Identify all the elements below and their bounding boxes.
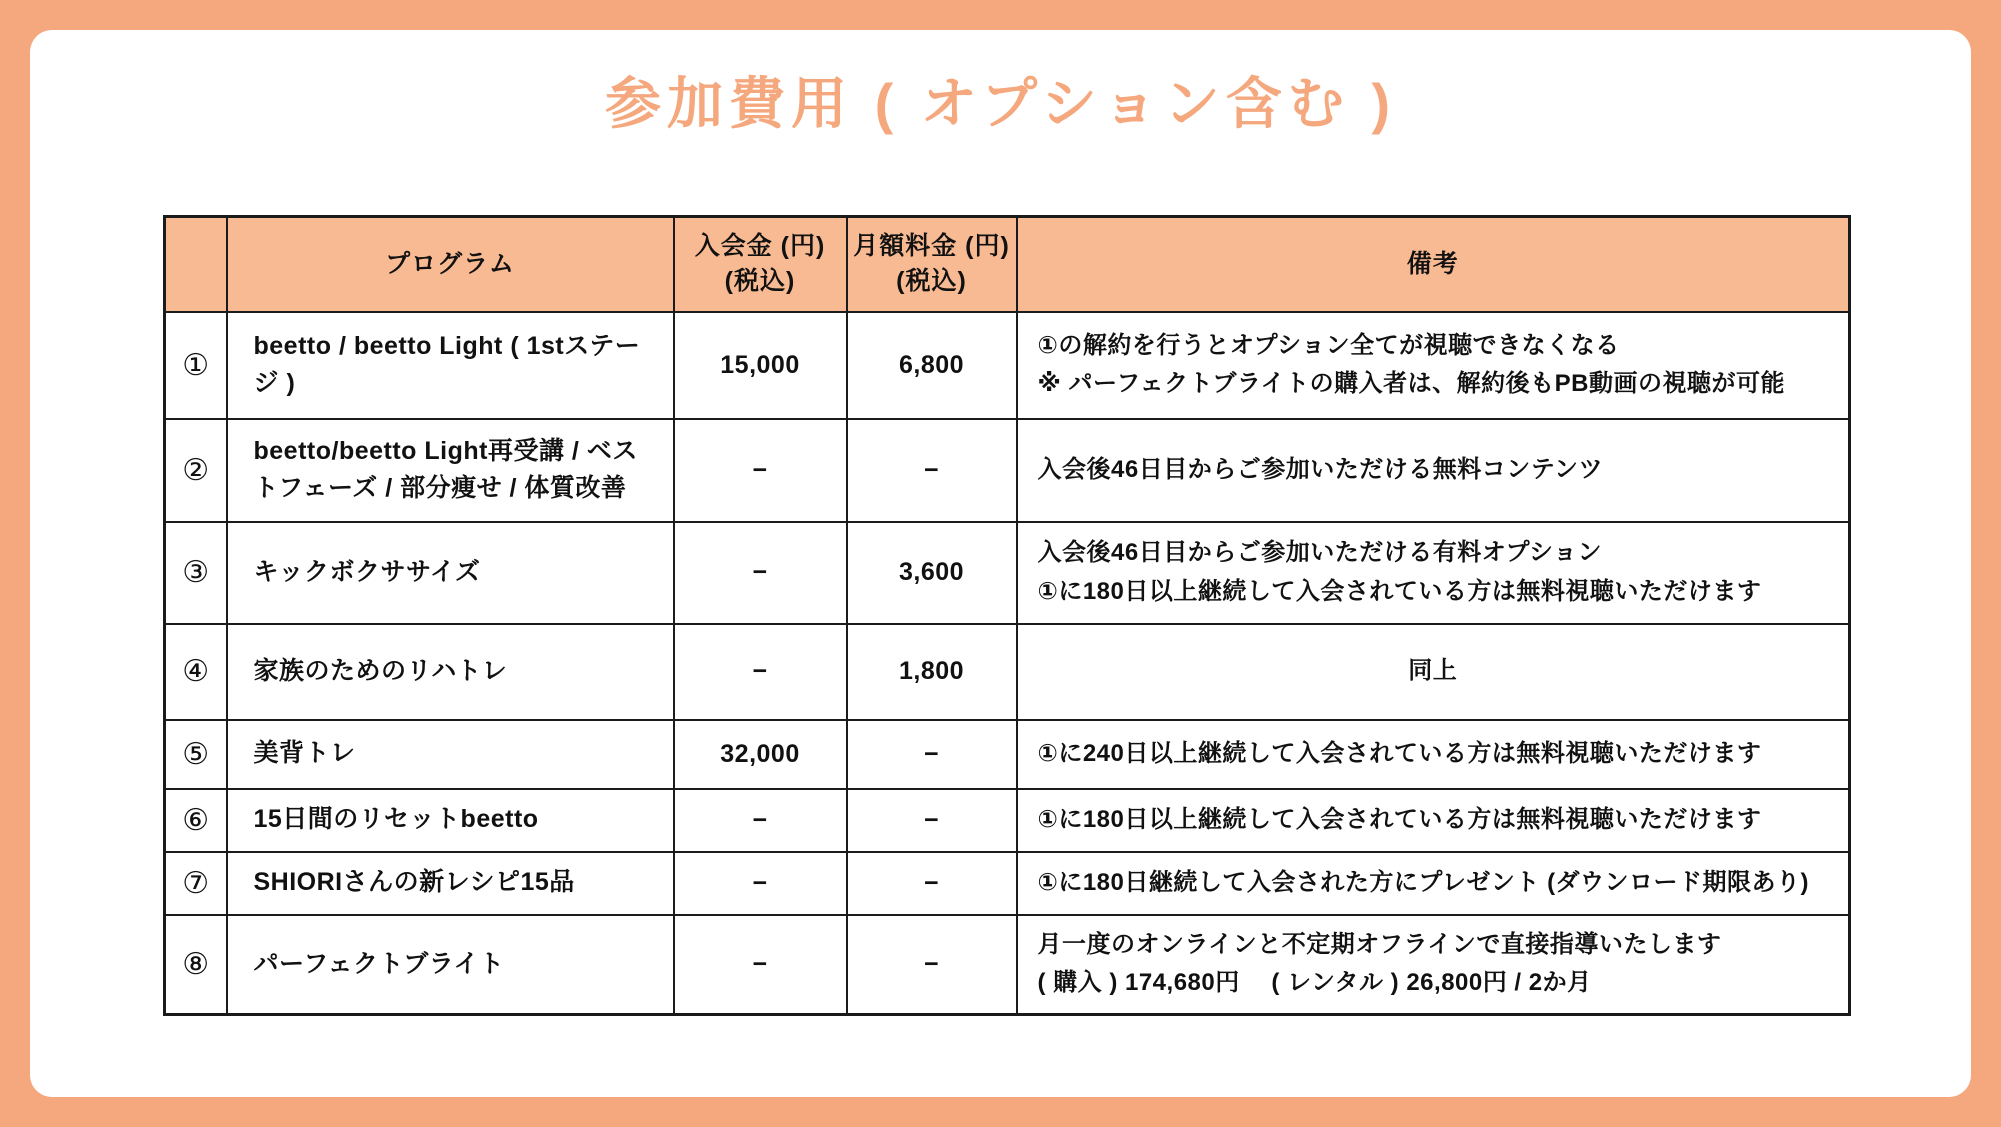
remarks-text bbox=[1017, 624, 1850, 720]
column-header-enrollment-fee bbox=[674, 217, 847, 312]
table-row bbox=[165, 419, 1850, 522]
program-name: SHIORIさんの新レシピ15品 bbox=[227, 852, 674, 915]
table-header-row bbox=[165, 217, 1850, 312]
enrollment-fee-value: − bbox=[674, 419, 847, 522]
monthly-fee-value: 1,800 bbox=[847, 624, 1017, 720]
table-row bbox=[165, 915, 1850, 1015]
row-number-badge: ⑧ bbox=[165, 915, 227, 1015]
row-number-badge: ⑦ bbox=[165, 852, 227, 915]
row-number-badge: ⑤ bbox=[165, 720, 227, 789]
price-table bbox=[163, 215, 1851, 1016]
table-row bbox=[165, 789, 1850, 852]
row-number-badge: ③ bbox=[165, 522, 227, 624]
remarks-text bbox=[1017, 915, 1850, 1015]
enrollment-fee-value: 32,000 bbox=[674, 720, 847, 789]
enrollment-fee-header-line2: (税込) bbox=[724, 267, 796, 296]
program-name: beetto/beetto Light再受講 / ベストフェーズ / 部分痩せ / 体質改善 bbox=[227, 419, 674, 522]
program-name: 美背トレ bbox=[227, 720, 674, 789]
enrollment-fee-header-line1: 入会金 (円) bbox=[694, 232, 826, 261]
program-name: 家族のためのリハトレ bbox=[227, 624, 674, 720]
table-row bbox=[165, 312, 1850, 419]
remarks-line: ※ パーフェクトブライトの購入者は、解約後もPB動画の視聴が可能 bbox=[1037, 370, 1785, 397]
monthly-fee-value: − bbox=[847, 789, 1017, 852]
remarks-line: ①に240日以上継続して入会されている方は無料視聴いただけます bbox=[1037, 739, 1762, 767]
remarks-line: 同上 bbox=[1408, 657, 1458, 685]
remarks-line: ①に180日継続して入会された方にプレゼント (ダウンロード期限あり) bbox=[1037, 868, 1810, 896]
enrollment-fee-value: − bbox=[674, 852, 847, 915]
enrollment-fee-value: − bbox=[674, 915, 847, 1015]
table-row bbox=[165, 720, 1850, 789]
remarks-text bbox=[1017, 852, 1850, 915]
enrollment-fee-value: 15,000 bbox=[674, 312, 847, 419]
remarks-text bbox=[1017, 312, 1850, 419]
monthly-fee-header-line1: 月額料金 (円) bbox=[853, 232, 1010, 261]
monthly-fee-value: − bbox=[847, 419, 1017, 522]
column-header-number bbox=[165, 217, 227, 312]
row-number-badge: ⑥ bbox=[165, 789, 227, 852]
remarks-line: ①の解約を行うとオプション全てが視聴できなくなる bbox=[1037, 331, 1620, 359]
remarks-text bbox=[1017, 789, 1850, 852]
monthly-fee-value: − bbox=[847, 852, 1017, 915]
row-number-badge: ① bbox=[165, 312, 227, 419]
enrollment-fee-value: − bbox=[674, 522, 847, 624]
content-card bbox=[30, 30, 1971, 1097]
table-row bbox=[165, 624, 1850, 720]
remarks-line: 月一度のオンラインと不定期オフラインで直接指導いたします bbox=[1037, 930, 1722, 958]
program-name: beetto / beetto Light ( 1stステージ ) bbox=[227, 312, 674, 419]
page-title: 参加費用 ( オプション含む ) bbox=[605, 72, 1396, 135]
monthly-fee-value: 6,800 bbox=[847, 312, 1017, 419]
program-name: 15日間のリセットbeetto bbox=[227, 789, 674, 852]
remarks-text bbox=[1017, 419, 1850, 522]
monthly-fee-value: − bbox=[847, 915, 1017, 1015]
row-number-badge: ② bbox=[165, 419, 227, 522]
remarks-line: ①に180日以上継続して入会されている方は無料視聴いただけます bbox=[1037, 577, 1762, 605]
monthly-fee-value: 3,600 bbox=[847, 522, 1017, 624]
enrollment-fee-value: − bbox=[674, 624, 847, 720]
column-header-remarks: 備考 bbox=[1017, 217, 1850, 312]
remarks-line: ( 購入 ) 174,680円 ( レンタル ) 26,800円 / 2か月 bbox=[1037, 969, 1592, 997]
enrollment-fee-value: − bbox=[674, 789, 847, 852]
row-number-badge: ④ bbox=[165, 624, 227, 720]
remarks-line: 入会後46日目からご参加いただける有料オプション bbox=[1037, 539, 1603, 567]
table-row bbox=[165, 522, 1850, 624]
monthly-fee-value: − bbox=[847, 720, 1017, 789]
monthly-fee-header-line2: (税込) bbox=[896, 267, 967, 296]
program-name: キックボクササイズ bbox=[227, 522, 674, 624]
program-name: パーフェクトブライト bbox=[227, 915, 674, 1015]
table-row bbox=[165, 852, 1850, 915]
remarks-text bbox=[1017, 720, 1850, 789]
column-header-program: プログラム bbox=[227, 217, 674, 312]
column-header-monthly-fee bbox=[847, 217, 1017, 312]
remarks-text bbox=[1017, 522, 1850, 624]
remarks-line: ①に180日以上継続して入会されている方は無料視聴いただけます bbox=[1037, 805, 1762, 833]
remarks-line: 入会後46日目からご参加いただける無料コンテンツ bbox=[1037, 455, 1603, 483]
